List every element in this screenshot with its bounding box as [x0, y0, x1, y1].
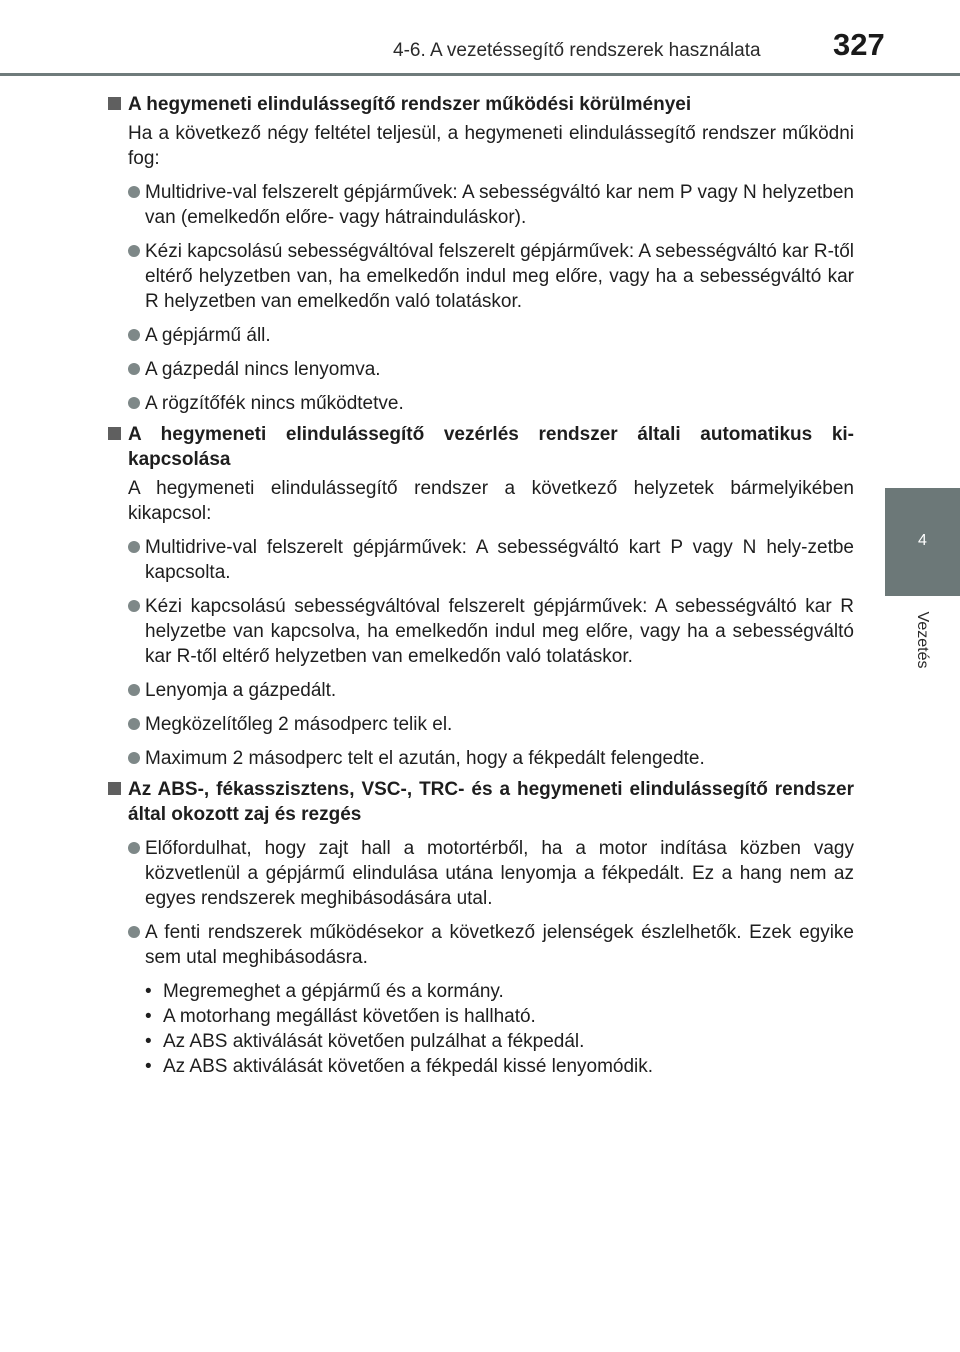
- chapter-number: 4: [918, 532, 927, 549]
- list-item-text: Multidrive-val felszerelt gépjárművek: A sebességváltó kart P vagy N hely-zetbe kapcsolta.: [145, 537, 854, 583]
- running-header-title: 4-6. A vezetéssegítő rendszerek használata: [393, 40, 761, 61]
- section-automatic-cancel: [107, 422, 854, 771]
- sub-list-item-text: A motorhang megállást követően is hallható.: [163, 1006, 536, 1027]
- section-heading: [107, 777, 854, 827]
- section-intro: A hegymeneti elindulássegítő rendszer a következő helyzetek bármelyikében kikapcsol:: [128, 478, 854, 524]
- sub-list: [145, 979, 854, 1079]
- list-item-text: A gázpedál nincs lenyomva.: [145, 359, 381, 380]
- circle-bullet-icon: [128, 186, 140, 198]
- list-item: [107, 746, 854, 771]
- list-item: [107, 594, 854, 669]
- circle-bullet-icon: [128, 397, 140, 409]
- dot-bullet-icon: •: [145, 1006, 152, 1027]
- page-content: [107, 92, 854, 1085]
- section-heading: [107, 422, 854, 472]
- list-item-text: Kézi kapcsolású sebességváltóval felszerelt gépjárművek: A sebességváltó kar R helyzetbe van kapcsolva, ha emelkedőn indul meg előre, vagy ha a sebességváltó kar R-től eltérő helyzetben van emelkedőn való tolatáskor.: [145, 596, 854, 667]
- circle-bullet-icon: [128, 752, 140, 764]
- header-rule: [0, 73, 960, 76]
- sub-list-item-text: Az ABS aktiválását követően pulzálhat a fékpedál.: [163, 1031, 585, 1052]
- sub-list-item: [145, 979, 854, 1004]
- circle-bullet-icon: [128, 926, 140, 938]
- sub-list-item: [145, 1004, 854, 1029]
- square-bullet-icon: [108, 782, 121, 795]
- dot-bullet-icon: •: [145, 1031, 152, 1052]
- section-heading: [107, 92, 854, 117]
- circle-bullet-icon: [128, 329, 140, 341]
- list-item: [107, 323, 854, 348]
- list-item-text: Előfordulhat, hogy zajt hall a motortérből, ha a motor indítása közben vagy közvetlenül a gépjármű elindulása utána lenyomja a fékpedált. Ez a hang nem az egyes rendszerek meghibásodására utal.: [145, 838, 854, 909]
- list-item-text: A rögzítőfék nincs működtetve.: [145, 393, 404, 414]
- list-item: [107, 535, 854, 585]
- circle-bullet-icon: [128, 600, 140, 612]
- section-intro: Ha a következő négy feltétel teljesül, a hegymeneti elindulássegítő rendszer működni fog:: [128, 123, 854, 169]
- section-heading-text: A hegymeneti elindulássegítő rendszer működési körülményei: [128, 94, 692, 115]
- list-item-text: Kézi kapcsolású sebességváltóval felszerelt gépjárművek: A sebességváltó kar R-től eltérő helyzetben van, ha emelkedőn indul meg előre, vagy ha a sebességváltó kar R helyzetben van emelkedőn való tolatáskor.: [145, 241, 854, 312]
- list-item-text: Megközelítőleg 2 másodperc telik el.: [145, 714, 453, 735]
- dot-bullet-icon: •: [145, 1056, 152, 1077]
- circle-bullet-icon: [128, 541, 140, 553]
- dot-bullet-icon: •: [145, 981, 152, 1002]
- list-item-text: Lenyomja a gázpedált.: [145, 680, 337, 701]
- chapter-tab: [885, 488, 960, 596]
- sub-list-item-text: Megremeghet a gépjármű és a kormány.: [163, 981, 504, 1002]
- sub-list-item: [145, 1029, 854, 1054]
- square-bullet-icon: [108, 427, 121, 440]
- list-item: [107, 180, 854, 230]
- circle-bullet-icon: [128, 684, 140, 696]
- sub-list-item: [145, 1054, 854, 1079]
- chapter-label: Vezetés: [914, 611, 931, 669]
- list-item: [107, 836, 854, 911]
- list-item-text: A gépjármű áll.: [145, 325, 271, 346]
- circle-bullet-icon: [128, 363, 140, 375]
- page-number: 327: [833, 27, 885, 62]
- list-item-text: Maximum 2 másodperc telt el azután, hogy a fékpedált felengedte.: [145, 748, 705, 769]
- section-noise-vibration: [107, 777, 854, 1079]
- list-item: [107, 357, 854, 382]
- section-heading-text: A hegymeneti elindulássegítő vezérlés rendszer általi automatikus ki-kapcsolása: [128, 424, 854, 470]
- list-item: [107, 920, 854, 970]
- square-bullet-icon: [108, 97, 121, 110]
- list-item: [107, 712, 854, 737]
- list-item: [107, 678, 854, 703]
- list-item-text: Multidrive-val felszerelt gépjárművek: A sebességváltó kar nem P vagy N helyzetben van (emelkedőn előre- vagy hátrainduláskor).: [145, 182, 854, 228]
- list-item: [107, 239, 854, 314]
- list-item: [107, 391, 854, 416]
- circle-bullet-icon: [128, 842, 140, 854]
- list-item-text: A fenti rendszerek működésekor a következő jelenségek észlelhetők. Ezek egyike sem utal meghibásodásra.: [145, 922, 854, 968]
- sub-list-item-text: Az ABS aktiválását követően a fékpedál kissé lenyomódik.: [163, 1056, 654, 1077]
- circle-bullet-icon: [128, 718, 140, 730]
- circle-bullet-icon: [128, 245, 140, 257]
- section-operating-conditions: [107, 92, 854, 416]
- section-heading-text: Az ABS-, fékasszisztens, VSC-, TRC- és a hegymeneti elindulássegítő rendszer által okozott zaj és rezgés: [128, 779, 854, 825]
